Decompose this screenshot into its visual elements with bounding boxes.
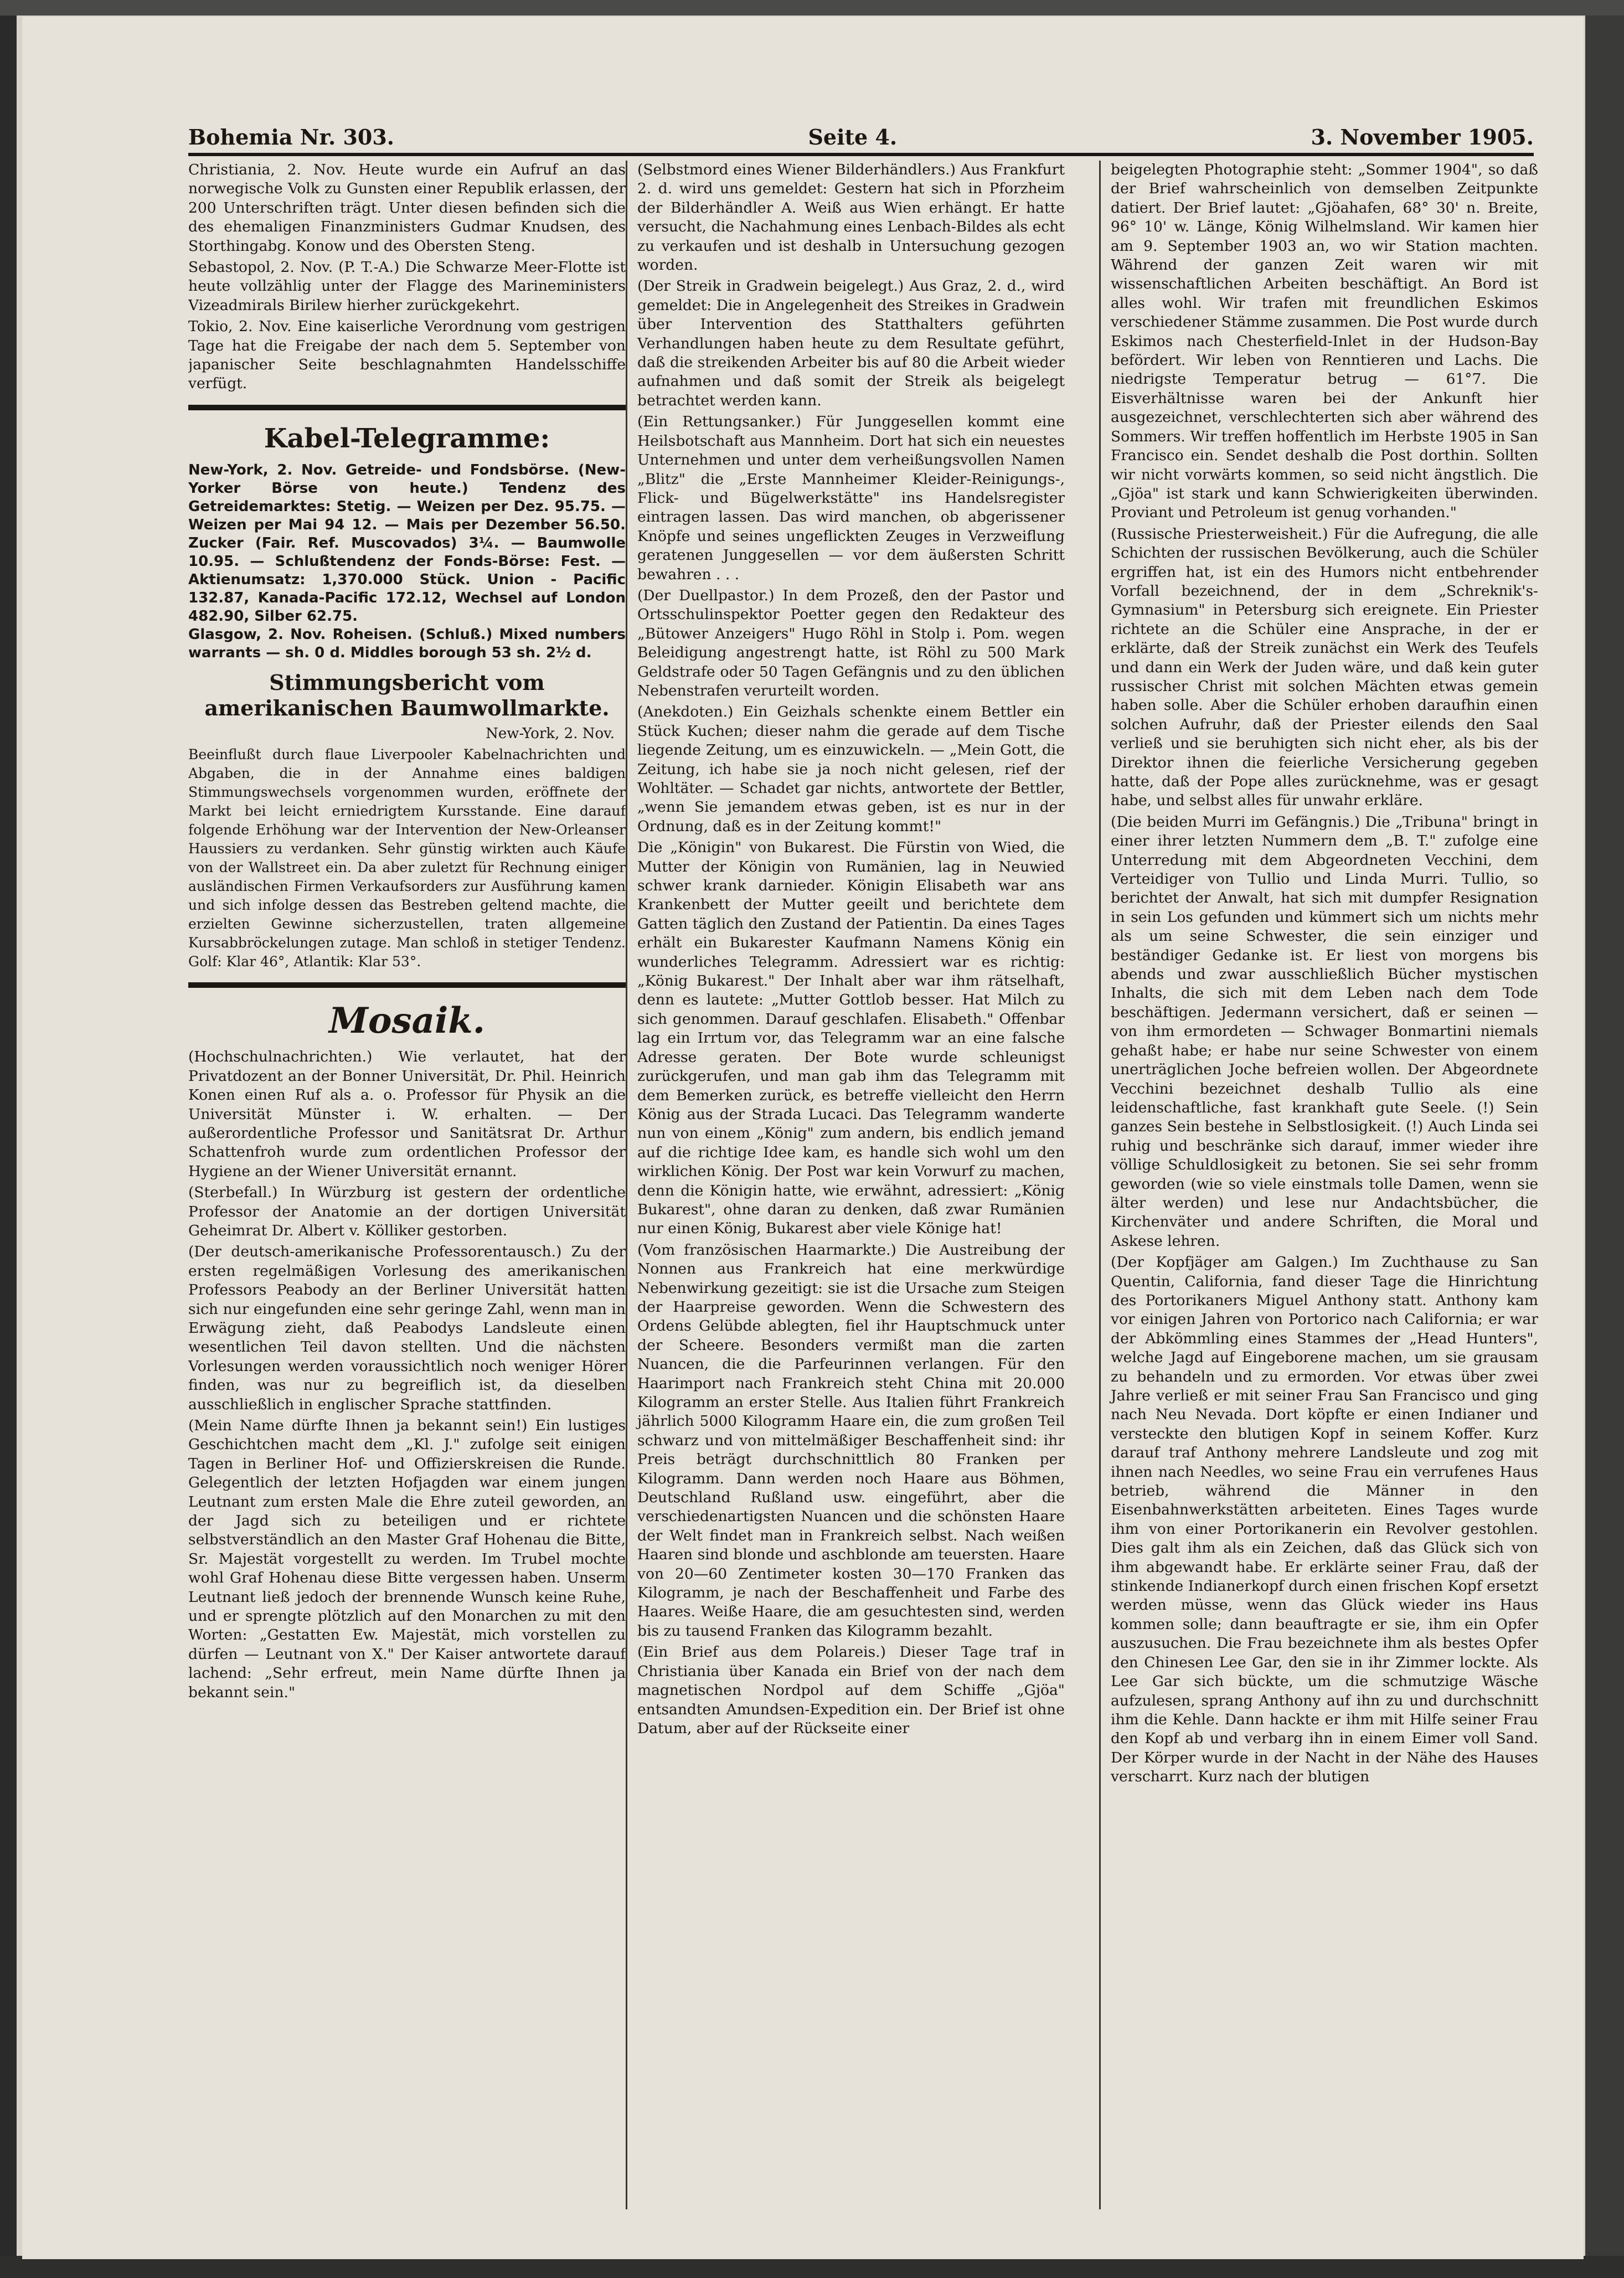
- header-page-number: Seite 4.: [808, 125, 898, 150]
- mosaik-item: (Der Duellpastor.) In dem Prozeß, den der Pastor und Ortsschulinspektor Poetter gegen den Redakteur des „Bütower Anzeigers" Hugo Röhl in Stolp i. Pom. wegen Beleidigung angestrengt hatte, ist Röhl zu 500 Mark Geldstrafe oder 50 Tagen Gefängnis und zu den üblichen Nebenstrafen verurteilt worden.: [637, 586, 1065, 699]
- cable-new-york: New-York, 2. Nov. Getreide- und Fondsbörse. (New-Yorker Börse von heute.) Tendenz des Getreidemarktes: Stetig. — Weizen per Dez. 95.75. — Weizen per Mai 94 12. — Mais per Dezember 56.50. Zucker (Fair. Ref. Muscovados) 3¼. — Baumwolle 10.95. — Schlußtendenz der Fonds-Börse: Fest. — Aktienumsatz: 1,370.000 Stück. Union - Pacific 132.87, Kanada-Pacific 172.12, Wechsel auf London 482.90, Silber 62.75.: [188, 461, 626, 625]
- news-item-tokio: Tokio, 2. Nov. Eine kaiserliche Verordnung vom gestrigen Tage hat die Freigabe der nach dem 5. September von japanischer Seite beschlagnahmten Handelsschiffe verfügt.: [188, 318, 626, 393]
- mosaik-item: (Ein Brief aus dem Polareis.) Dieser Tage traf in Christiania über Kanada ein Brief von der nach dem magnetischen Nordpol auf dem Schiffe „Gjöa" entsandten Amundsen-Expedition ein. Der Brief ist ohne Datum, aber auf der Rückseite einer: [637, 1643, 1065, 1737]
- cotton-report-dateline: New-York, 2. Nov.: [486, 725, 615, 742]
- mosaik-item: beigelegten Photographie steht: „Sommer 1904", so daß der Brief wahrscheinlich von demselben Zeitpunkte datiert. Der Brief lautet: „Gjöahafen, 68° 30' n. Breite, 96° 10' w. Länge, König Wilhelmsland. Wir kamen hier am 9. September 1903 an, wo wir Station machten. Während der ganzen Zeit waren wir mit wissenschaftlichen Arbeiten beschäftigt. An Bord ist alles wohl. Wir trafen mit freundlichen Eskimos verschiedener Stämme zusammen. Die Post wurde durch Eskimos nach Chesterfield-Inlet in der Hudson-Bay befördert. Wir leben von Renntieren und Lachs. Die niedrigste Temperatur betrug — 61°7. Die Eisverhältnisse waren bei der Ankunft hier ausgezeichnet, verschlechterten sich aber während des Sommers. Wir treffen hoffentlich im Herbste 1905 in San Francisco ein. Sendet deshalb die Post dorthin. Sollten wir nicht vorwärts kommen, so seid nicht ängstlich. Die „Gjöa" ist stark und kann Schwierigkeiten überwinden. Proviant und Petroleum ist genug vorhanden.": [1111, 161, 1538, 522]
- mosaik-item: (Sterbefall.) In Würzburg ist gestern der ordentliche Professor der Anatomie an der dortigen Universität Geheimrat Dr. Albert v. Kölliker gestorben.: [188, 1184, 626, 1239]
- section-divider: [188, 982, 626, 988]
- mosaik-item: (Ein Rettungsanker.) Für Junggesellen kommt eine Heilsbotschaft aus Mannheim. Dort hat sich ein neuestes Unternehmen und unter dem verheißungsvollen Namen „Blitz" die „Erste Mannheimer Kleider-Reinigungs-, Flick- und Bügelwerkstätte" ins Handelsregister eintragen lassen. Das wird manchen, ob abgerissener Knöpfe und seines ungeflickten Zeuges in Verzweiflung geratenen Junggesellen — vor dem äußersten Schritt bewahren . . .: [637, 413, 1065, 583]
- page-header: [188, 111, 1534, 156]
- section-divider: [188, 405, 626, 410]
- cable-glasgow: Glasgow, 2. Nov. Roheisen. (Schluß.) Mixed numbers warrants — sh. 0 d. Middles borough 53 sh. 2½ d.: [188, 626, 626, 661]
- mosaik-item: (Mein Name dürfte Ihnen ja bekannt sein!) Ein lustiges Geschichtchen macht dem „Kl. J." zufolge seit einigen Tagen in Berliner Hof- und Offizierskreisen die Runde. Gelegentlich der letzten Hofjagden war einem jungen Leutnant zum ersten Male die Ehre zuteil geworden, an der Jagd sich zu beteiligen und er richtete selbstverständlich an den Master Graf Hohenau die Bitte, Sr. Majestät vorgestellt zu werden. Im Trubel mochte wohl Graf Hohenau diese Bitte vergessen haben. Unserm Leutnant ließ jedoch der brennende Wunsch keine Ruhe, und er sprengte plötzlich auf den Monarchen zu mit den Worten: „Gestatten Ew. Majestät, mich vorstellen zu dürfen — Leutnant von X." Der Kaiser antwortete darauf lachend: „Sehr erfreut, mein Name dürfte Ihnen ja bekannt sein.": [188, 1417, 626, 1701]
- scan-border-right: [1585, 0, 1624, 2278]
- mosaik-item: (Selbstmord eines Wiener Bilderhändlers.) Aus Frankfurt 2. d. wird uns gemeldet: Gestern hat sich in Pforzheim der Bilderhändler A. Weiß aus Wien erhängt. Er hatte versucht, die Nachahmung eines Lenbach-Bildes als echt zu verkaufen und ist deshalb in Untersuchung gezogen worden.: [637, 161, 1065, 274]
- scan-border-left: [0, 0, 17, 2278]
- cable-telegrams-title: Kabel-Telegramme:: [264, 422, 550, 454]
- scan-border-top: [0, 0, 1624, 16]
- mosaik-item: (Anekdoten.) Ein Geizhals schenkte einem Bettler ein Stück Kuchen; dieser nahm die gerade auf dem Tische liegende Zeitung, um es einzuwickeln. — „Mein Gott, die Zeitung, ich habe sie ja noch nicht gelesen, rief der Wohltäter. — Schadet gar nichts, antwortete der Bettler, „wenn Sie jemandem etwas geben, ist es nur in der Ordnung, daß es in der Zeitung kommt!": [637, 703, 1065, 835]
- mosaik-item: (Der Streik in Gradwein beigelegt.) Aus Graz, 2. d., wird gemeldet: Die in Angelegenheit des Streikes in Gradwein über Intervention des Statthalters geführten Verhandlungen haben heute zu dem Resultate geführt, daß die streikenden Arbeiter bis auf 80 die Arbeit wieder aufnahmen und daß somit der Streik als beigelegt betrachtet werden kann.: [637, 277, 1065, 409]
- mosaik-title: Mosaik.: [329, 1000, 485, 1042]
- header-publication: Bohemia Nr. 303.: [188, 125, 395, 150]
- mosaik-item: (Hochschulnachrichten.) Wie verlautet, hat der Privatdozent an der Bonner Universität, Dr. Phil. Heinrich Konen einen Ruf als a. o. Professor für Physik an die Universität Münster i. W. erhalten. — Der außerordentliche Professor und Sanitätsrat Dr. Arthur Schattenfroh wurde zum ordentlichen Professor der Hygiene an der Wiener Universität ernannt.: [188, 1048, 626, 1180]
- mosaik-item: (Der deutsch-amerikanische Professorentausch.) Zu der ersten regelmäßigen Vorlesung des amerikanischen Professors Peabody an der Berliner Universität hatten sich nur eingefunden eine sehr geringe Zahl, wenn man in Erwägung zieht, daß Peabodys Landsleute einen wesentlichen Teil davon stellten. Und die nächsten Vorlesungen werden voraussichtlich noch weniger Hörer finden, was nur zu begreiflich ist, da dieselben ausschließlich in englischer Sprache stattfinden.: [188, 1243, 626, 1413]
- cotton-report-body: Beeinflußt durch flaue Liverpooler Kabelnachrichten und Abgaben, die in der Annahme eines baldigen Stimmungswechsels vorgenommen wurden, eröffnete der Markt bei leicht erniedrigtem Kursstande. Eine darauf folgende Erhöhung war der Intervention der New-Orleanser Haussiers zu verdanken. Sehr günstig wirkten auch Käufe von der Wallstreet ein. Da aber zuletzt für Rechnung einiger ausländischen Firmen Verkaufsorders zur Ausführung kamen und sich infolge dessen das Bestreben geltend machte, die erzielten Gewinne sicherzustellen, traten allgemeine Kursabbröckelungen zutage. Man schloß in stetiger Tendenz. Golf: Klar 46°, Atlantik: Klar 53°.: [188, 746, 626, 970]
- news-item-sebastopol: Sebastopol, 2. Nov. (P. T.-A.) Die Schwarze Meer-Flotte ist heute vollzählig unter der Flagge des Marineministers Vizeadmirals Birilew hierher zurückgekehrt.: [188, 259, 626, 314]
- mosaik-item: (Russische Priesterweisheit.) Für die Aufregung, die alle Schichten der russischen Bevölkerung, auch die Schüler ergriffen hat, ist ein des Humors nicht entbehrender Vorfall bezeichnend, der in dem „Schreknik's-Gymnasium" in Petersburg sich ereignete. Ein Priester richtete an die Schüler eine Ansprache, in der er erklärte, daß der Streik zunächst ein Werk des Teufels und dann ein Werk der Juden wäre, und daß kein guter russischer Christ mit solchen Mächten etwas gemein haben solle. Aber die Schüler erhoben daraufhin einen solchen Aufruhr, daß der Priester eilends den Saal verließ und sie beruhigten sich nicht eher, als bis der Direktor ihnen die feierliche Versicherung gegeben hatte, daß der Pope alles zurücknehme, was er gesagt habe, und selbst alles für unwahr erkläre.: [1111, 525, 1538, 810]
- mosaik-item: (Die beiden Murri im Gefängnis.) Die „Tribuna" bringt in einer ihrer letzten Nummern dem „B. T." zufolge eine Unterredung mit dem Abgeordneten Vecchini, dem Verteidiger von Tullio und Linda Murri. Tullio, so berichtet der Anwalt, hat sich mit dumpfer Resignation in sein Los gefunden und kümmert sich um nichts mehr als um seine Schwester, die sein einziger und beständiger Gedanke ist. Er liest von morgens bis abends und zwar ausschließlich Bücher mystischen Inhalts, die sich mit dem Leben nach dem Tode beschäftigen. Jedermann versichert, daß er seinen — von ihm ermordeten — Schwager Bonmartini niemals gehaßt habe; er habe nur seine Schwester von einem unerträglichen Joche befreien wollen. Der Abgeordnete Vecchini bezeichnet deshalb Tullio als eine leidenschaftliche, fast krankhaft gute Seele. (!) Sein ganzes Sein bestehe in Selbstlosigkeit. (!) Auch Linda sei ruhig und beschränke sich darauf, immer wieder ihre völlige Schuldlosigkeit zu betonen. Sie sei sehr fromm geworden (wie so viele einstmals tolle Damen, wenn sie älter werden) und lese nur Andachtsbücher, die Kirchenväter und andere Schriften, die Moral und Askese lehren.: [1111, 813, 1538, 1250]
- cotton-report-title: Stimmungsbericht vom amerikanischen Baumwollmarkte.: [204, 669, 610, 720]
- header-date: 3. November 1905.: [1311, 125, 1534, 150]
- mosaik-item: (Der Kopfjäger am Galgen.) Im Zuchthause zu San Quentin, California, fand dieser Tage die Hinrichtung des Portorikaners Miguel Anthony statt. Anthony kam vor einigen Jahren von Portorico nach California; er war der Abkömmling eines Stammes der „Head Hunters", welche Jagd auf Eingeborene machen, um sie grausam zu behandeln und zu ermorden. Vor etwas über zwei Jahre verließ er mit seiner Frau San Francisco und ging nach Neu Nevada. Dort köpfte er einen Indianer und versteckte den blutigen Kopf in seinem Koffer. Kurz darauf traf Anthony mehrere Landsleute und zog mit ihnen nach Needles, wo seine Frau ein verrufenes Haus betrieb, während die Männer in den Eisenbahnwerkstätten arbeiteten. Eines Tages wurde ihm von einer Portorikanerin ein Revolver gestohlen. Dies galt ihm als ein Zeichen, daß das Glück sich von ihm abgewandt habe. Er erklärte seiner Frau, daß der stinkende Indianerkopf durch einen frischen Kopf ersetzt werden müsse, wenn das Glück wieder ins Haus kommen solle; dann beauftragte er sie, ihm ein Opfer auszusuchen. Die Frau bezeichnete ihm als bestes Opfer den Chinesen Lee Gar, den sie in ihr Zimmer lockte. Als Lee Gar sich bückte, um die schmutzige Wäsche aufzulesen, sprang Anthony auf ihn zu und durchschnitt ihm die Kehle. Dann hackte er ihm mit Hilfe seiner Frau den Kopf ab und verbarg ihn in einem Eimer voll Sand. Der Körper wurde in der Nacht in der Nähe des Hauses verscharrt. Kurz nach der blutigen: [1111, 1254, 1538, 1786]
- scan-border-bottom: [0, 2256, 1624, 2278]
- mosaik-item: Die „Königin" von Bukarest. Die Fürstin von Wied, die Mutter der Königin von Rumänien, lag in Neuwied schwer krank darnieder. Königin Elisabeth war ans Krankenbett der Mutter geeilt und berichtete dem Gatten täglich den Zustand der Patientin. Da eines Tages erhält ein Bukarester Kaufmann Namens König ein wunderliches Telegramm. Adressiert war es richtig: „König Bukarest." Der Inhalt aber war ihm rätselhaft, denn es lautete: „Mutter Gottlob besser. Hat Milch zu sich genommen. Darauf geschlafen. Elisabeth." Offenbar lag ein Irrtum vor, das Telegramm war an eine falsche Adresse geraten. Der Bote wurde schleunigst zurückgerufen, und man gab ihm das Telegramm mit dem Bemerken zurück, es betreffe vielleicht den Herrn König aus der Strada Lucaci. Das Telegramm wanderte nun von einem „König" zum andern, bis endlich jemand auf die richtige Idee kam, es handle sich wohl um den wirklichen König. Der Post war kein Vorwurf zu machen, denn die Königin hatte, wie erwähnt, adressiert: „König Bukarest", ohne daran zu denken, daß zwar Rumänien nur einen König, Bukarest aber viele Könige hat!: [637, 839, 1065, 1238]
- column-3: [1099, 161, 1538, 2209]
- column-2: [626, 161, 1065, 2209]
- column-1: [188, 161, 626, 2209]
- mosaik-item: (Vom französischen Haarmarkte.) Die Austreibung der Nonnen aus Frankreich hat eine merkwürdige Nebenwirkung gezeitigt: sie ist die Ursache zum Steigen der Haarpreise geworden. Wenn die Schwestern des Ordens Gelübde ablegten, fiel ihr Hauptschmuck unter der Scheere. Besonders vermißt man die zarten Nuancen, die die Parfeurinnen verlangen. Für den Haarimport nach Frankreich steht China mit 20.000 Kilogramm an erster Stelle. Aus Italien führt Frankreich jährlich 5000 Kilogramm Haare ein, die zum großen Teil schwarz und von mittelmäßiger Beschaffenheit sind: ihr Preis beträgt durchschnittlich 80 Franken per Kilogramm. Dann werden noch Haare aus Böhmen, Deutschland Rußland usw. eingeführt, aber die verschiedenartigsten Nuancen und die schönsten Haare der Welt findet man in Frankreich selbst. Nach weißen Haaren sind blonde und aschblonde am teuersten. Haare von 20—60 Zentimeter kosten 30—170 Franken das Kilogramm, je nach der Beschaffenheit und Farbe des Haares. Weiße Haare, die am gesuchtesten sind, werden bis zu tausend Franken das Kilogramm bezahlt.: [637, 1241, 1065, 1640]
- news-item-christiania: Christiania, 2. Nov. Heute wurde ein Aufruf an das norwegische Volk zu Gunsten einer Republik erlassen, der 200 Unterschriften trägt. Unter diesen befinden sich die des ehemaligen Finanzministers Gudmar Knudsen, des Storthingabg. Konow und des Obersten Steng.: [188, 161, 626, 255]
